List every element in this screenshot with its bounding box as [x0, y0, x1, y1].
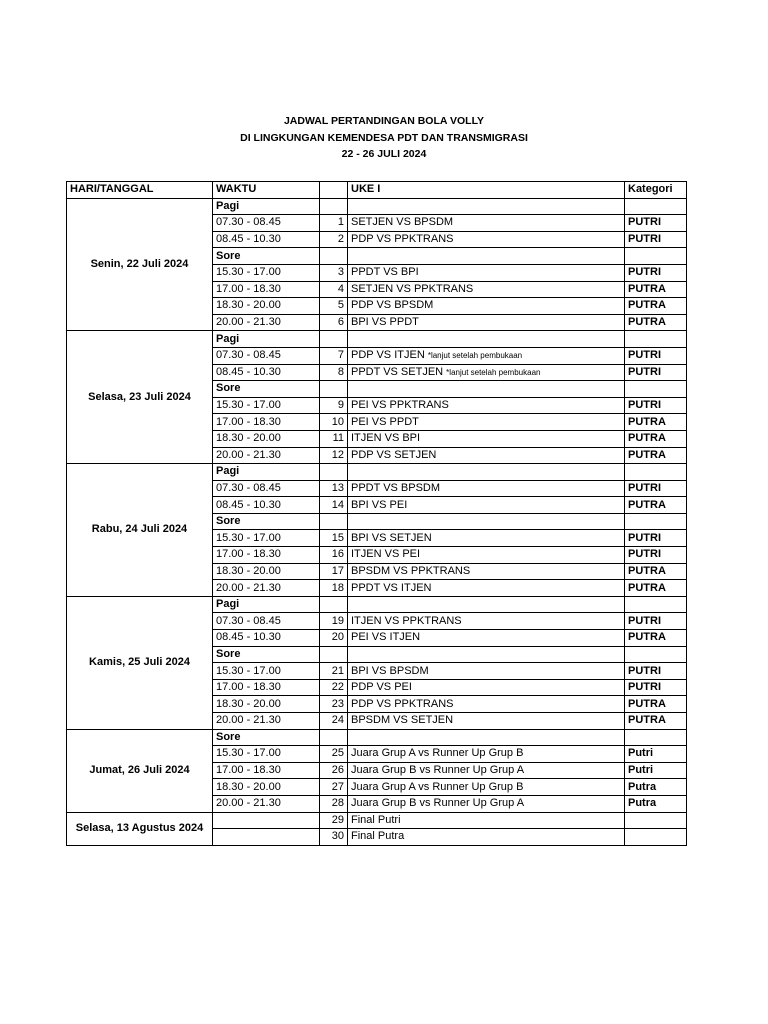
schedule-body	[67, 198, 687, 845]
match-number: 7	[320, 347, 348, 364]
time-cell: 18.30 - 20.00	[213, 298, 320, 315]
table-row	[67, 198, 687, 215]
match-cell	[348, 630, 625, 647]
category-cell: PUTRA	[625, 630, 687, 647]
match-number: 6	[320, 314, 348, 331]
category-cell	[625, 596, 687, 613]
match-cell	[348, 347, 625, 364]
match-teams: Juara Grup B vs Runner Up Grup A	[351, 764, 525, 777]
match-number: 28	[320, 795, 348, 812]
time-cell: 15.30 - 17.00	[213, 264, 320, 281]
time-cell: 15.30 - 17.00	[213, 397, 320, 414]
match-cell	[348, 762, 625, 779]
match-cell	[348, 696, 625, 713]
category-cell	[625, 646, 687, 663]
match-cell	[348, 215, 625, 232]
time-cell: 18.30 - 20.00	[213, 563, 320, 580]
category-cell: PUTRI	[625, 264, 687, 281]
time-cell	[213, 829, 320, 846]
match-number: 9	[320, 397, 348, 414]
header-category: Kategori	[625, 182, 687, 199]
category-cell	[625, 513, 687, 530]
table-row	[67, 331, 687, 348]
match-number	[320, 729, 348, 746]
schedule-table	[66, 181, 687, 846]
category-cell	[625, 829, 687, 846]
document-title	[0, 113, 768, 163]
match-number: 19	[320, 613, 348, 630]
match-number: 8	[320, 364, 348, 381]
match-teams: Juara Grup A vs Runner Up Grup B	[351, 780, 524, 793]
header-match: UKE I	[348, 182, 625, 199]
match-teams: PPDT VS ITJEN	[351, 581, 432, 594]
match-cell	[348, 464, 625, 481]
time-cell: 20.00 - 21.30	[213, 447, 320, 464]
match-cell	[348, 563, 625, 580]
match-cell	[348, 547, 625, 564]
match-number: 25	[320, 746, 348, 763]
match-cell	[348, 746, 625, 763]
match-number: 3	[320, 264, 348, 281]
match-number	[320, 198, 348, 215]
time-cell: 07.30 - 08.45	[213, 215, 320, 232]
time-cell: 20.00 - 21.30	[213, 580, 320, 597]
match-number: 10	[320, 414, 348, 431]
match-number: 30	[320, 829, 348, 846]
match-number: 27	[320, 779, 348, 796]
category-cell	[625, 198, 687, 215]
title-line-2: DI LINGKUNGAN KEMENDESA PDT DAN TRANSMIGRASI	[240, 131, 528, 144]
category-cell: PUTRI	[625, 480, 687, 497]
match-teams: BPI VS BPSDM	[351, 664, 429, 677]
session-label: Sore	[213, 729, 320, 746]
match-number: 22	[320, 679, 348, 696]
match-teams: PDP VS SETJEN	[351, 448, 437, 461]
match-number: 13	[320, 480, 348, 497]
header-row	[67, 182, 687, 199]
match-cell	[348, 580, 625, 597]
category-cell: PUTRA	[625, 298, 687, 315]
category-cell	[625, 729, 687, 746]
match-number: 12	[320, 447, 348, 464]
time-cell: 07.30 - 08.45	[213, 480, 320, 497]
match-cell	[348, 713, 625, 730]
match-cell	[348, 331, 625, 348]
category-cell: PUTRI	[625, 347, 687, 364]
category-cell: PUTRA	[625, 580, 687, 597]
match-number: 4	[320, 281, 348, 298]
time-cell: 08.45 - 10.30	[213, 497, 320, 514]
category-cell: PUTRI	[625, 547, 687, 564]
match-number: 15	[320, 530, 348, 547]
match-number	[320, 248, 348, 265]
time-cell: 20.00 - 21.30	[213, 314, 320, 331]
day-label: Rabu, 24 Juli 2024	[67, 464, 213, 597]
session-label: Sore	[213, 646, 320, 663]
header-time: WAKTU	[213, 182, 320, 199]
time-cell: 18.30 - 20.00	[213, 779, 320, 796]
category-cell	[625, 464, 687, 481]
match-teams: PDP VS PPKTRANS	[351, 233, 454, 246]
match-number: 1	[320, 215, 348, 232]
category-cell: Putri	[625, 746, 687, 763]
time-cell: 15.30 - 17.00	[213, 663, 320, 680]
match-teams: BPI VS SETJEN	[351, 531, 432, 544]
category-cell: PUTRI	[625, 679, 687, 696]
session-label: Pagi	[213, 198, 320, 215]
time-cell	[213, 812, 320, 829]
category-cell	[625, 381, 687, 398]
table-row	[67, 464, 687, 481]
match-number: 21	[320, 663, 348, 680]
match-number: 17	[320, 563, 348, 580]
category-cell: PUTRA	[625, 696, 687, 713]
match-teams: ITJEN VS PEI	[351, 548, 421, 561]
match-number: 14	[320, 497, 348, 514]
match-cell	[348, 530, 625, 547]
match-cell	[348, 829, 625, 846]
match-teams: ITJEN VS BPI	[351, 432, 421, 445]
day-label: Jumat, 26 Juli 2024	[67, 729, 213, 812]
match-cell	[348, 414, 625, 431]
title-line-3: 22 - 26 JULI 2024	[341, 148, 427, 160]
match-teams: BPSDM VS SETJEN	[351, 714, 454, 727]
match-number: 20	[320, 630, 348, 647]
time-cell: 17.00 - 18.30	[213, 547, 320, 564]
category-cell: PUTRA	[625, 497, 687, 514]
match-number: 18	[320, 580, 348, 597]
match-number: 5	[320, 298, 348, 315]
match-cell	[348, 264, 625, 281]
day-label: Senin, 22 Juli 2024	[67, 198, 213, 331]
match-teams: Final Putri	[351, 813, 401, 826]
category-cell: PUTRA	[625, 447, 687, 464]
category-cell: PUTRI	[625, 613, 687, 630]
match-teams: PDP VS PEI	[351, 681, 412, 694]
category-cell: PUTRI	[625, 364, 687, 381]
match-cell	[348, 812, 625, 829]
match-number	[320, 513, 348, 530]
time-cell: 07.30 - 08.45	[213, 347, 320, 364]
category-cell: PUTRA	[625, 414, 687, 431]
match-cell	[348, 364, 625, 381]
category-cell: PUTRI	[625, 231, 687, 248]
match-teams: Juara Grup B vs Runner Up Grup A	[351, 797, 525, 810]
match-teams: SETJEN VS BPSDM	[351, 216, 454, 229]
match-cell	[348, 679, 625, 696]
match-number: 24	[320, 713, 348, 730]
match-cell	[348, 231, 625, 248]
table-row	[67, 596, 687, 613]
match-number	[320, 381, 348, 398]
match-teams: PDP VS BPSDM	[351, 299, 434, 312]
session-label: Pagi	[213, 596, 320, 613]
match-teams: BPI VS PEI	[351, 498, 408, 511]
match-cell	[348, 613, 625, 630]
time-cell: 15.30 - 17.00	[213, 746, 320, 763]
time-cell: 17.00 - 18.30	[213, 281, 320, 298]
category-cell: PUTRA	[625, 281, 687, 298]
title-line-1: JADWAL PERTANDINGAN BOLA VOLLY	[283, 115, 485, 127]
match-cell	[348, 729, 625, 746]
category-cell: PUTRA	[625, 563, 687, 580]
match-cell	[348, 779, 625, 796]
category-cell: Putra	[625, 779, 687, 796]
category-cell: PUTRI	[625, 215, 687, 232]
match-teams: PEI VS ITJEN	[351, 631, 421, 644]
match-teams: Juara Grup A vs Runner Up Grup B	[351, 747, 524, 760]
category-cell: PUTRA	[625, 430, 687, 447]
match-number: 2	[320, 231, 348, 248]
match-cell	[348, 663, 625, 680]
match-teams: PEI VS PPKTRANS	[351, 399, 449, 412]
match-teams: PPDT VS BPSDM	[351, 481, 441, 494]
header-day: HARI/TANGGAL	[67, 182, 213, 199]
match-number	[320, 596, 348, 613]
match-number: 23	[320, 696, 348, 713]
match-teams: ITJEN VS PPKTRANS	[351, 614, 462, 627]
session-label: Pagi	[213, 331, 320, 348]
match-number	[320, 464, 348, 481]
match-number: 16	[320, 547, 348, 564]
session-label: Sore	[213, 513, 320, 530]
match-cell	[348, 198, 625, 215]
match-note: *lanjut setelah pembukaan	[427, 351, 523, 361]
category-cell: PUTRA	[625, 314, 687, 331]
day-label: Selasa, 23 Juli 2024	[67, 331, 213, 464]
match-cell	[348, 430, 625, 447]
match-cell	[348, 381, 625, 398]
match-cell	[348, 314, 625, 331]
time-cell: 08.45 - 10.30	[213, 630, 320, 647]
category-cell: PUTRI	[625, 397, 687, 414]
category-cell	[625, 812, 687, 829]
match-teams: PDP VS PPKTRANS	[351, 697, 454, 710]
time-cell: 07.30 - 08.45	[213, 613, 320, 630]
match-teams: SETJEN VS PPKTRANS	[351, 282, 474, 295]
time-cell: 15.30 - 17.00	[213, 530, 320, 547]
match-cell	[348, 397, 625, 414]
time-cell: 20.00 - 21.30	[213, 795, 320, 812]
match-teams: PPDT VS SETJEN	[351, 365, 444, 378]
match-number	[320, 646, 348, 663]
session-label: Pagi	[213, 464, 320, 481]
match-teams: PPDT VS BPI	[351, 266, 419, 279]
day-label: Kamis, 25 Juli 2024	[67, 596, 213, 729]
time-cell: 18.30 - 20.00	[213, 696, 320, 713]
match-cell	[348, 513, 625, 530]
match-teams: PDP VS ITJEN	[351, 349, 425, 362]
match-teams: PEI VS PPDT	[351, 415, 419, 428]
table-row	[67, 729, 687, 746]
category-cell	[625, 248, 687, 265]
time-cell: 20.00 - 21.30	[213, 713, 320, 730]
match-note: *lanjut setelah pembukaan	[446, 367, 541, 377]
session-label: Sore	[213, 248, 320, 265]
time-cell: 08.45 - 10.30	[213, 231, 320, 248]
match-cell	[348, 596, 625, 613]
category-cell: PUTRA	[625, 713, 687, 730]
match-number: 26	[320, 762, 348, 779]
match-cell	[348, 795, 625, 812]
category-cell: PUTRI	[625, 663, 687, 680]
category-cell: Putri	[625, 762, 687, 779]
match-number: 11	[320, 430, 348, 447]
time-cell: 17.00 - 18.30	[213, 679, 320, 696]
match-cell	[348, 646, 625, 663]
match-cell	[348, 480, 625, 497]
match-teams: Final Putra	[351, 830, 405, 843]
category-cell: Putra	[625, 795, 687, 812]
match-number: 29	[320, 812, 348, 829]
match-cell	[348, 281, 625, 298]
day-label: Selasa, 13 Agustus 2024	[67, 812, 213, 845]
category-cell: PUTRI	[625, 530, 687, 547]
table-row	[67, 812, 687, 829]
time-cell: 17.00 - 18.30	[213, 762, 320, 779]
time-cell: 18.30 - 20.00	[213, 430, 320, 447]
category-cell	[625, 331, 687, 348]
match-cell	[348, 248, 625, 265]
match-teams: BPSDM VS PPKTRANS	[351, 564, 471, 577]
header-no	[320, 182, 348, 199]
time-cell: 08.45 - 10.30	[213, 364, 320, 381]
match-cell	[348, 447, 625, 464]
session-label: Sore	[213, 381, 320, 398]
time-cell: 17.00 - 18.30	[213, 414, 320, 431]
match-cell	[348, 497, 625, 514]
match-teams: BPI VS PPDT	[351, 316, 419, 329]
match-cell	[348, 298, 625, 315]
match-number	[320, 331, 348, 348]
